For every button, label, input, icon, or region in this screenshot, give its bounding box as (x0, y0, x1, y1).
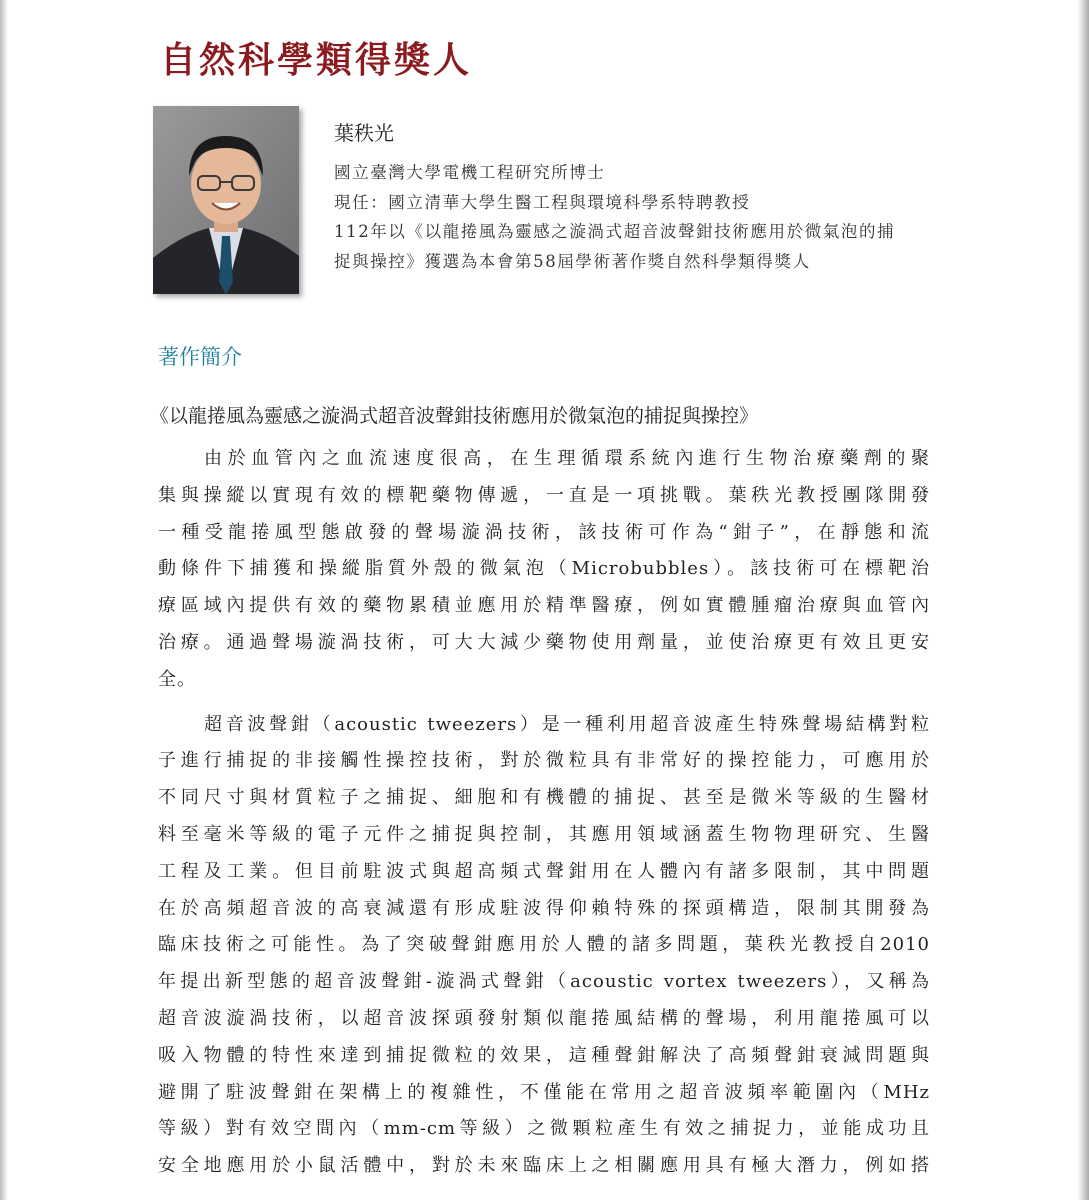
paragraph-line: 療區域內提供有效的藥物累積並應用於精準醫療，例如實體腫瘤治療與血管內 (158, 595, 930, 617)
paragraph-line: 全。 (158, 668, 196, 690)
paragraph-line: 超音波漩渦技術，以超音波探頭發射類似龍捲風結構的聲場，利用龍捲風可以 (158, 1007, 930, 1029)
author-education: 國立臺灣大學電機工程研究所博士 (334, 163, 606, 182)
paragraph-gap (158, 699, 930, 707)
page-left-edge-shadow (0, 0, 8, 1200)
paragraph-line: 子進行捕捉的非接觸性操控技術，對於微粒具有非常好的操控能力，可應用於 (158, 750, 930, 772)
work-title: 《以龍捲風為靈感之漩渦式超音波聲鉗技術應用於微氣泡的捕捉與操控》 (150, 405, 759, 427)
paragraph-line: 超音波聲鉗（acoustic tweezers）是一種利用超音波產生特殊聲場結構對粒 (204, 713, 930, 735)
page-right-edge-shadow (1077, 0, 1089, 1200)
section-heading: 著作簡介 (158, 345, 242, 369)
paragraph-line: 工程及工業。但目前駐波式與超高頻式聲鉗用在人體內有諸多限制，其中問題 (158, 860, 930, 882)
paragraph-line: 臨床技術之可能性。為了突破聲鉗應用於人體的諸多問題，葉秩光教授自2010 (158, 934, 930, 956)
author-name: 葉秩光 (334, 121, 394, 145)
paragraph-line: 動條件下捕獲和操縱脂質外殼的微氣泡（Microbubbles）。該技術可在標靶治 (158, 558, 930, 580)
author-position: 現任：國立清華大學生醫工程與環境科學系特聘教授 (334, 192, 751, 212)
paragraph-line: 在於高頻超音波的高衰減還有形成駐波得仰賴特殊的探頭構造，限制其開發為 (158, 897, 930, 919)
paragraph-line: 不同尺寸與材質粒子之捕捉、細胞和有機體的捕捉、甚至是微米等級的生醫材 (158, 787, 930, 809)
award-description: 112年以《以龍捲風為靈感之漩渦式超音波聲鉗技術應用於微氣泡的捕 (334, 222, 896, 241)
paragraph-line: 一種受龍捲風型態啟發的聲場漩渦技術，該技術可作為“鉗子”，在靜態和流 (158, 521, 930, 543)
paragraph-line: 由於血管內之血流速度很高，在生理循環系統內進行生物治療藥劑的聚 (204, 448, 930, 469)
portrait-photo (153, 106, 299, 294)
paragraph-line: 料至毫米等級的電子元件之捕捉與控制，其應用領域涵蓋生物物理研究、生醫 (158, 823, 930, 845)
paragraph-line: 等級）對有效空間內（mm-cm等級）之微顆粒產生有效之捕捉力，並能成功且 (158, 1118, 930, 1140)
paragraph-line: 年提出新型態的超音波聲鉗-漩渦式聲鉗（acoustic vortex tweezers），又稱為 (158, 971, 930, 993)
paragraph-line: 避開了駐波聲鉗在架構上的複雜性，不僅能在常用之超音波頻率範圍內（MHz (158, 1081, 930, 1103)
paragraph-line: 集與操縱以實現有效的標靶藥物傳遞，一直是一項挑戰。葉秩光教授團隊開發 (158, 484, 930, 506)
page-title: 自然科學類得獎人 (160, 39, 473, 81)
award-description: 捉與操控》獲選為本會第58屆學術著作獎自然科學類得獎人 (334, 251, 811, 271)
paragraph-line: 安全地應用於小鼠活體中，對於未來臨床上之相關應用具有極大潛力，例如搭 (158, 1155, 930, 1177)
article-body (158, 441, 930, 1185)
paragraph-line: 吸入物體的特性來達到捕捉微粒的效果，這種聲鉗解決了高頻聲鉗衰減問題與 (158, 1044, 930, 1066)
paragraph-line: 治療。通過聲場漩渦技術，可大大減少藥物使用劑量，並使治療更有效且更安 (158, 631, 930, 653)
author-bio (334, 117, 934, 276)
